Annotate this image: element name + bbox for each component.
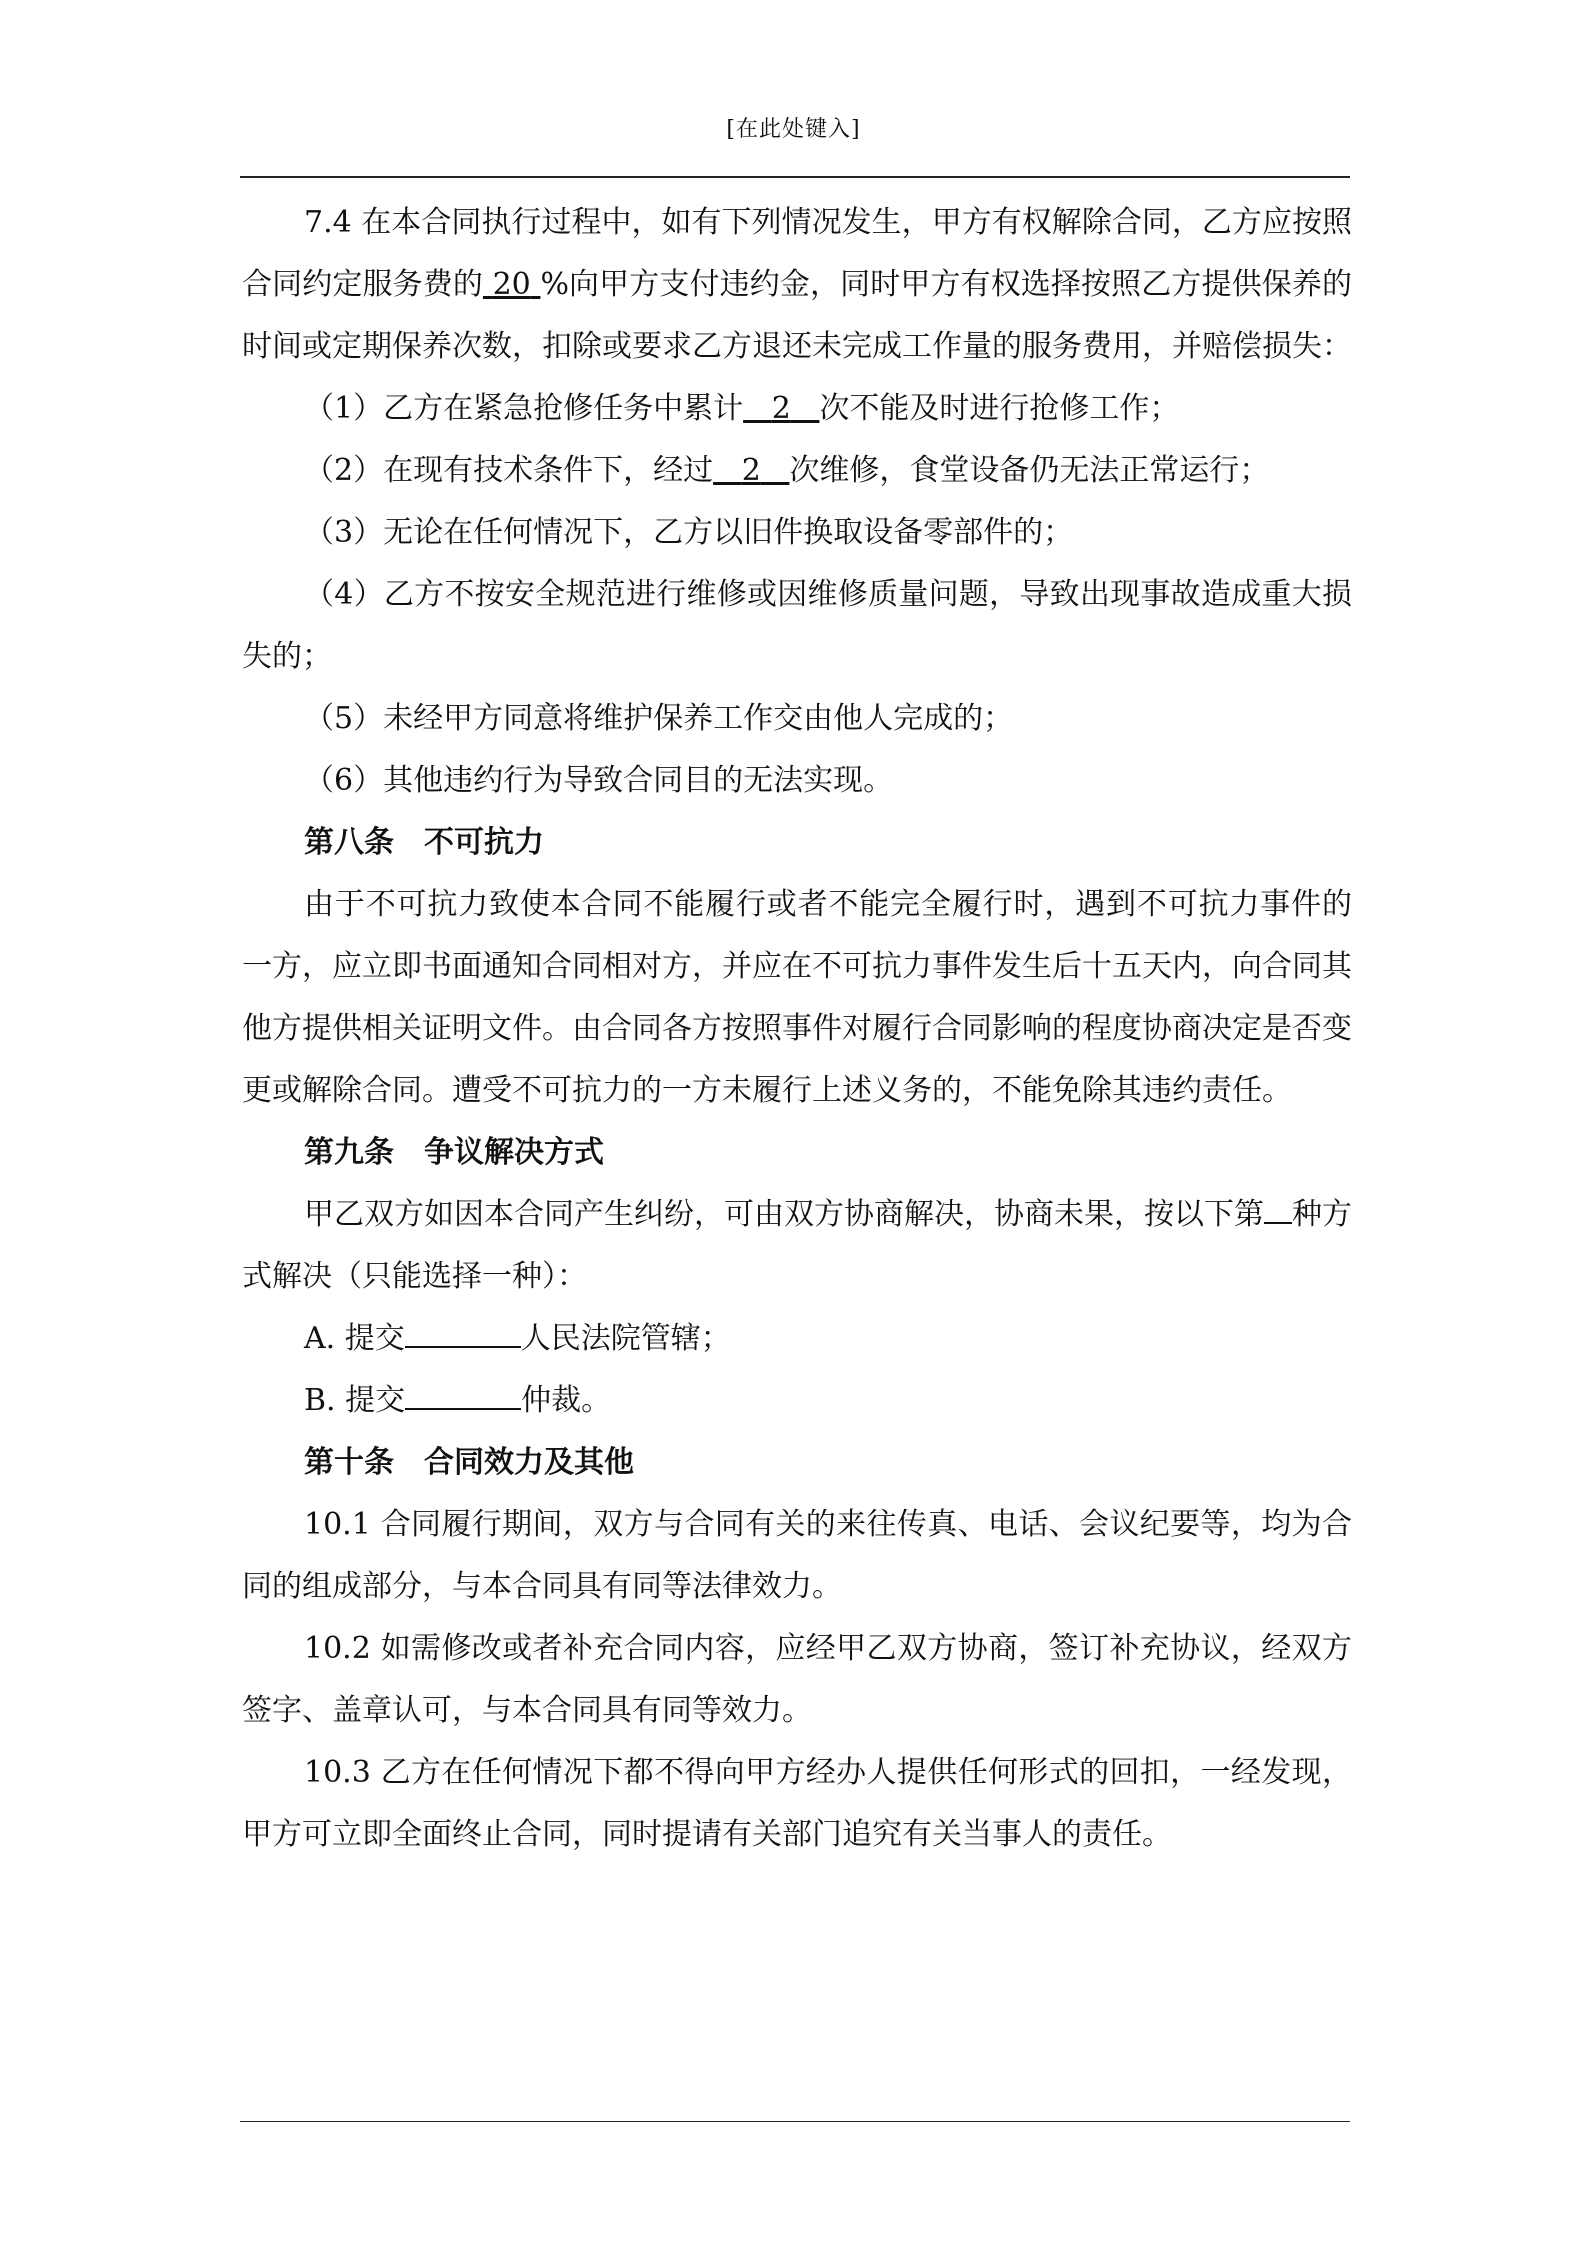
page-header: [在此处键入] [726, 117, 861, 142]
clause-7-4-text-b: %向甲方支付违约金，同时甲方有权选择按照乙方提供保养的时间或定期保养次数，扣除或要求乙方退还未完成工作量的服务费用，并赔偿损失： [242, 267, 1352, 364]
item-6: （6）其他违约行为导致合同目的无法实现。 [304, 763, 894, 798]
clause-7-4-text-a: 7.4 在本合同执行过程中，如有下列情况发生，甲方有权解除合同，乙方应按照合同约定服务费的 [242, 205, 1352, 302]
clause-7-4 [242, 192, 1352, 378]
item-4: （4）乙方不按安全规范进行维修或因维修质量问题，导致出现事故造成重大损失的； [242, 577, 1352, 674]
item-1-count: 2 [771, 391, 791, 426]
item-2: （2）在现有技术条件下，经过 2 次维修，食堂设备仍无法正常运行； [304, 453, 1270, 488]
court-blank[interactable] [405, 1320, 521, 1348]
method-choice-blank[interactable] [1264, 1196, 1292, 1224]
article-8-title: 第八条 不可抗力 [304, 825, 544, 860]
item-5: （5）未经甲方同意将维护保养工作交由他人完成的； [304, 701, 1014, 736]
clause-10-3: 10.3 乙方在任何情况下都不得向甲方经办人提供任何形式的回扣，一经发现，甲方可立即全面终止合同，同时提请有关部门追究有关当事人的责任。 [242, 1755, 1352, 1852]
item-1: （1）乙方在紧急抢修任务中累计 2 次不能及时进行抢修工作； [304, 391, 1180, 426]
clause-10-1: 10.1 合同履行期间，双方与合同有关的来往传真、电话、会议纪要等，均为合同的组成部分，与本合同具有同等法律效力。 [242, 1507, 1352, 1604]
option-a: A. 提交 人民法院管辖； [304, 1321, 731, 1356]
clause-10-2: 10.2 如需修改或者补充合同内容，应经甲乙双方协商，签订补充协议，经双方签字、盖章认可，与本合同具有同等效力。 [242, 1631, 1352, 1728]
option-b: B. 提交 仲裁。 [304, 1383, 612, 1418]
footer-rule [240, 2121, 1350, 2122]
header-rule [240, 176, 1350, 178]
article-9-title: 第九条 争议解决方式 [304, 1135, 604, 1170]
document-body [242, 192, 1352, 1866]
item-2-count: 2 [741, 453, 761, 488]
article-10-title: 第十条 合同效力及其他 [304, 1445, 634, 1480]
article-8-body: 由于不可抗力致使本合同不能履行或者不能完全履行时，遇到不可抗力事件的一方，应立即书面通知合同相对方，并应在不可抗力事件发生后十五天内，向合同其他方提供相关证明文件。由合同各方按照事件对履行合同影响的程度协商决定是否变更或解除合同。遭受不可抗力的一方未履行上述义务的，不能免除其违约责任。 [242, 887, 1352, 1108]
penalty-percent: 20 [492, 267, 531, 302]
arbitration-blank[interactable] [405, 1382, 521, 1410]
item-3: （3）无论在任何情况下，乙方以旧件换取设备零部件的； [304, 515, 1074, 550]
article-9-body: 甲乙双方如因本合同产生纠纷，可由双方协商解决，协商未果，按以下第 种方式解决（只能选择一种）： [242, 1197, 1352, 1294]
